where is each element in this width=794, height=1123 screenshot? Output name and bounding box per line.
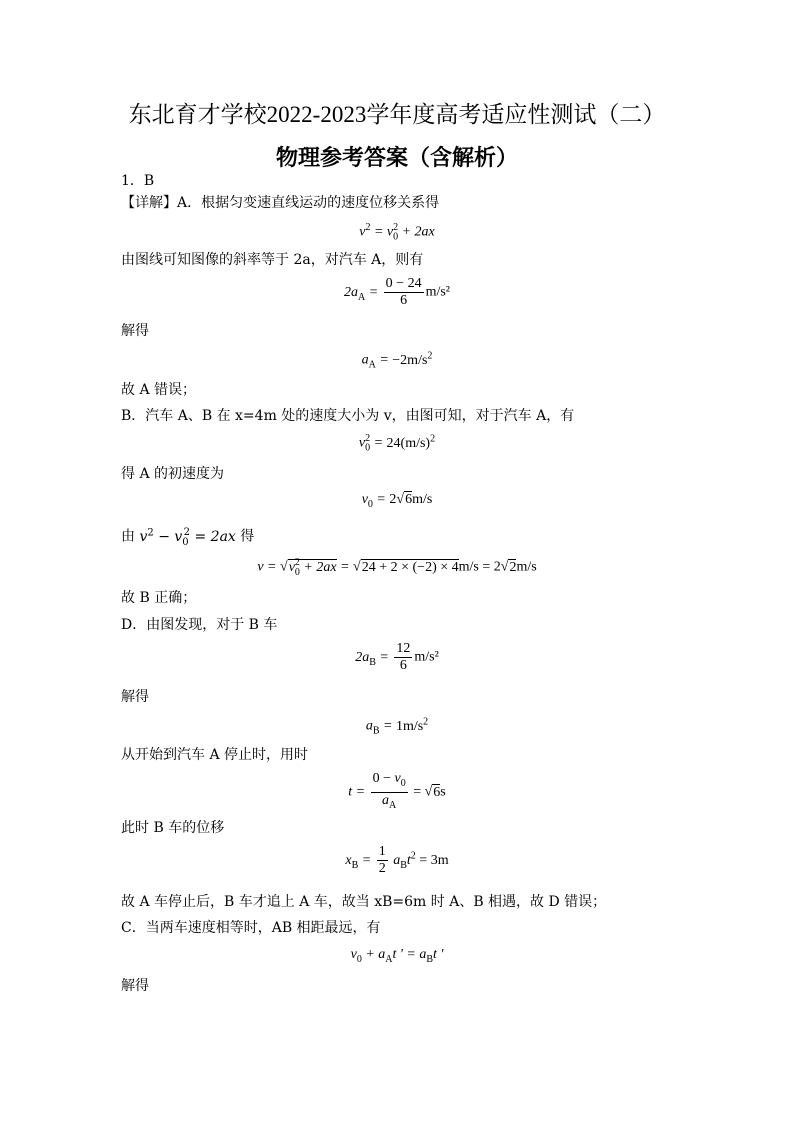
eq10-numerator: $0 - v_0$ [371,771,408,793]
eq8-fraction [394,641,412,674]
equation-11 [0,844,794,877]
text-line: C．当两车速度相等时，AB 相距最远，有 [121,920,381,936]
eq10-lhs: t = [348,784,366,800]
equation-7: $v = √v_0^2 + 2ax = √24 + 2 \times (-2) \times 4m/s = 2√2m/s$ [257,557,537,578]
answer-number: 1．B [121,173,155,189]
eq8-lhs: $2a_B$ = [355,649,389,668]
text-line: 解得 [121,323,149,339]
eq2-fraction [384,276,424,309]
equation-12: $v_0 + a_At$ ' = $a_Bt$ ' [350,947,444,965]
eq11-lhs: $x_B$ = [345,852,372,871]
text-line: 【详解】A．根据匀变速直线运动的速度位移关系得 [121,195,440,211]
eq10-fraction [371,771,408,814]
equation-2 [0,276,794,309]
eq10-denominator: $a_A$ [382,792,397,811]
eq11-fraction [377,844,388,877]
eq8-unit: m/s² [414,649,439,665]
eq11-numerator: 1 [378,844,386,859]
text-line: 故 B 正确； [121,590,197,606]
text-line: 由图线可知图像的斜率等于 2a，对汽车 A，则有 [121,252,424,268]
text-line: 解得 [121,978,149,994]
eq10-rhs: = √6s [413,784,446,800]
eq2-denominator: 6 [400,293,408,308]
equation-1: $v^2 = v_0^2 + 2ax$ [359,222,435,243]
eq2-unit: m/s² [425,284,451,300]
eq2-numerator: 0 − 24 [385,276,422,291]
page-title: 东北育才学校2022-2023学年度高考适应性测试（二） [128,102,666,127]
eq11-denominator: 2 [378,861,386,876]
equation-9: $a_B = 1m/s^2$ [365,716,429,737]
eq11-rhs: $a_Bt^2 = 3m$ [393,850,449,871]
eq2-lhs: $2a_A$ = [343,284,379,303]
text-line [121,524,254,551]
text-line: 故 A 错误； [121,382,197,398]
eq8-numerator: 12 [396,641,411,656]
equation-5: $v_0 = 2√6m/s$ [361,492,433,510]
inline-equation: $v^2 - v_0^2 = 2ax$ [139,527,236,548]
text-fragment: 由 [121,528,135,545]
equation-10 [0,771,794,814]
text-fragment: 得 [240,528,255,545]
page-subtitle: 物理参考答案（含解析） [275,145,518,170]
equation-4: $v_0^2 = 24(m/s)^2$ [358,433,436,454]
eq8-denominator: 6 [399,658,407,673]
text-line: B．汽车 A、B 在 x=4m 处的速度大小为 v，由图可知，对于汽车 A，有 [121,408,575,424]
text-line: 故 A 车停止后，B 车才追上 A 车，故当 xB=6m 时 A、B 相遇，故 D 错误； [121,894,607,910]
text-line: 解得 [121,689,149,705]
text-line: D．由图发现，对于 B 车 [121,617,278,633]
text-line: 从开始到汽车 A 停止时，用时 [121,747,309,763]
text-line: 得 A 的初速度为 [121,466,225,482]
equation-8 [0,641,794,674]
equation-3: $a_A = -2m/s^2$ [361,350,433,371]
text-line: 此时 B 车的位移 [121,820,225,836]
